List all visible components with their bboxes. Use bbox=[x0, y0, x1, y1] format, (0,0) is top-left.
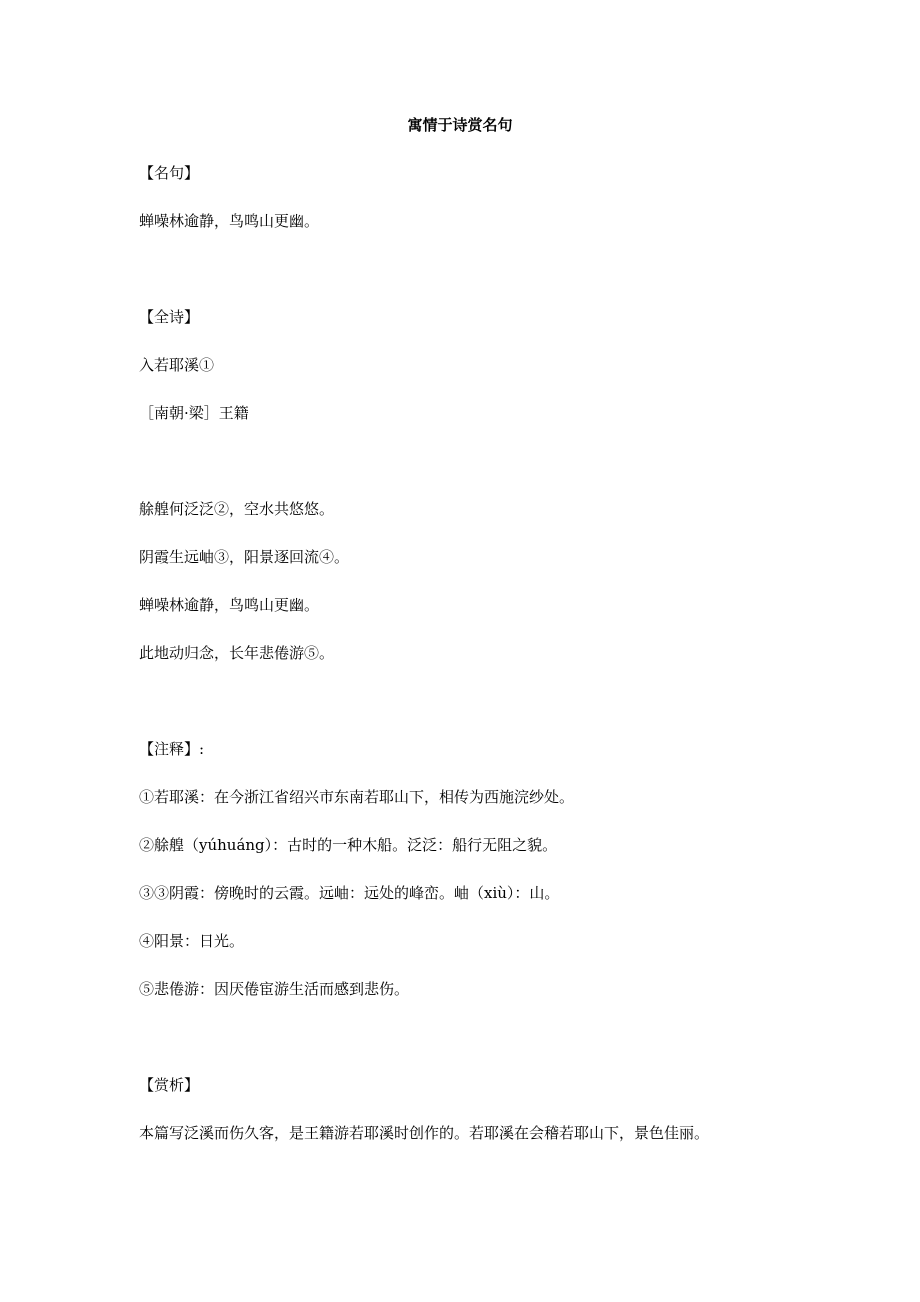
annotation-line: ③③阴霞：傍晚时的云霞。远岫：远处的峰峦。岫（xiù）：山。 bbox=[139, 884, 560, 902]
section-heading-quanshi: 【全诗】 bbox=[139, 308, 200, 326]
document-title: 寓情于诗赏名句 bbox=[407, 116, 513, 134]
annotation-line: ②艅艎（yúhuáng）：古时的一种木船。泛泛：船行无阻之貌。 bbox=[139, 836, 558, 854]
poem-line: 此地动归念，长年悲倦游⑤。 bbox=[139, 644, 335, 662]
section-heading-mingju: 【名句】 bbox=[139, 164, 200, 182]
poem-line: 阴霞生远岫③，阳景逐回流④。 bbox=[139, 548, 350, 566]
poem-line: 蝉噪林逾静，鸟鸣山更幽。 bbox=[139, 596, 320, 614]
famous-line: 蝉噪林逾静，鸟鸣山更幽。 bbox=[139, 212, 320, 230]
annotation-line: ⑤悲倦游：因厌倦宦游生活而感到悲伤。 bbox=[139, 980, 410, 998]
poem-line: 艅艎何泛泛②，空水共悠悠。 bbox=[139, 500, 335, 518]
section-heading-zhushi: 【注释】: bbox=[139, 740, 205, 758]
poem-title: 入若耶溪① bbox=[139, 356, 215, 374]
annotation-line: ①若耶溪：在今浙江省绍兴市东南若耶山下，相传为西施浣纱处。 bbox=[139, 788, 575, 806]
section-heading-shangxi: 【赏析】 bbox=[139, 1076, 200, 1094]
annotation-line: ④阳景：日光。 bbox=[139, 932, 245, 950]
appreciation-paragraph: 本篇写泛溪而伤久客，是王籍游若耶溪时创作的。若耶溪在会稽若耶山下，景色佳丽。 bbox=[139, 1124, 710, 1142]
poem-author: ［南朝·梁］王籍 bbox=[139, 404, 249, 422]
